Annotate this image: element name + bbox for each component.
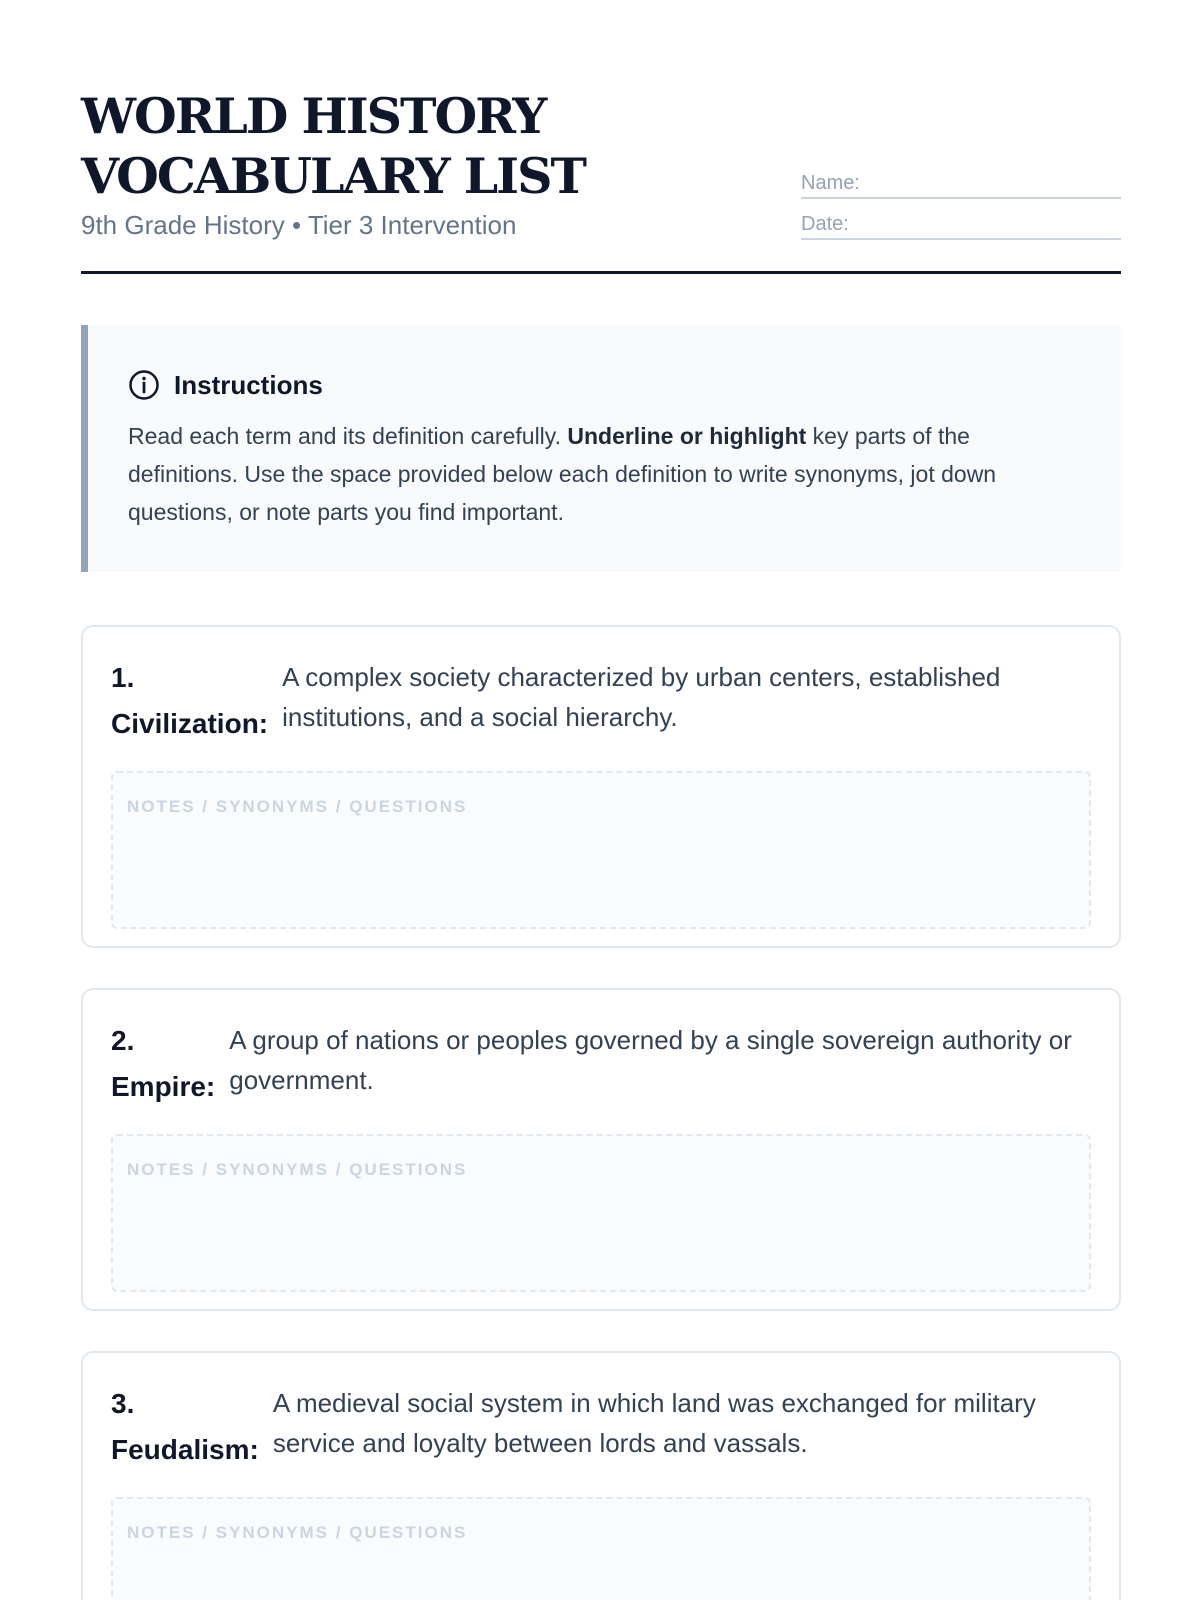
instructions-heading [128, 367, 1081, 403]
instructions-emphasis: Underline or highlight [567, 423, 807, 449]
title-line-2: VOCABULARY LIST [81, 147, 585, 205]
term-label [111, 1018, 215, 1110]
date-field[interactable]: Date: [801, 211, 1121, 240]
term-definition: A complex society characterized by urban centers, established institutions, and a social hierarchy. [282, 662, 1001, 732]
instructions-text-start: Read each term and its definition carefully. [128, 423, 568, 449]
term-card-civilization [81, 625, 1121, 948]
notes-label: NOTES / SYNONYMS / QUESTIONS [127, 1160, 468, 1179]
term-card-feudalism [81, 1351, 1121, 1600]
term-definition: A medieval social system in which land was exchanged for military service and loyalty between lords and vassals. [272, 1388, 1036, 1458]
instructions-title: Instructions [174, 369, 323, 400]
term-row [111, 655, 1091, 747]
term-row [111, 1018, 1091, 1110]
title-line-1: WORLD HISTORY [81, 87, 546, 145]
term-number: 1. [111, 662, 135, 693]
term-word: Civilization: [111, 708, 269, 739]
instructions-box [81, 325, 1121, 572]
term-definition: A group of nations or peoples governed by a single sovereign authority or government. [229, 1025, 1072, 1095]
term-word: Feudalism: [111, 1434, 259, 1465]
notes-area[interactable] [111, 1134, 1091, 1292]
student-info-fields [801, 170, 1121, 252]
page-subtitle: 9th Grade History • Tier 3 Intervention [81, 210, 517, 240]
notes-label: NOTES / SYNONYMS / QUESTIONS [127, 1523, 468, 1542]
name-field[interactable]: Name: [801, 170, 1121, 199]
term-number: 3. [111, 1388, 135, 1419]
page-title [81, 86, 681, 206]
notes-area[interactable] [111, 771, 1091, 929]
worksheet-header [81, 86, 1121, 274]
instructions-text-end: key parts of the definitions. Use the space provided below each definition to write synonyms, jot down questions, or note parts you find important. [128, 423, 997, 525]
notes-area[interactable] [111, 1497, 1091, 1600]
term-word: Empire: [111, 1071, 216, 1102]
notes-label: NOTES / SYNONYMS / QUESTIONS [127, 797, 468, 816]
instructions-text [128, 417, 1081, 531]
info-circle-icon [128, 369, 160, 401]
term-label [111, 1381, 259, 1473]
term-row [111, 1381, 1091, 1473]
term-label [111, 655, 268, 747]
term-card-empire [81, 988, 1121, 1311]
term-number: 2. [111, 1025, 135, 1056]
